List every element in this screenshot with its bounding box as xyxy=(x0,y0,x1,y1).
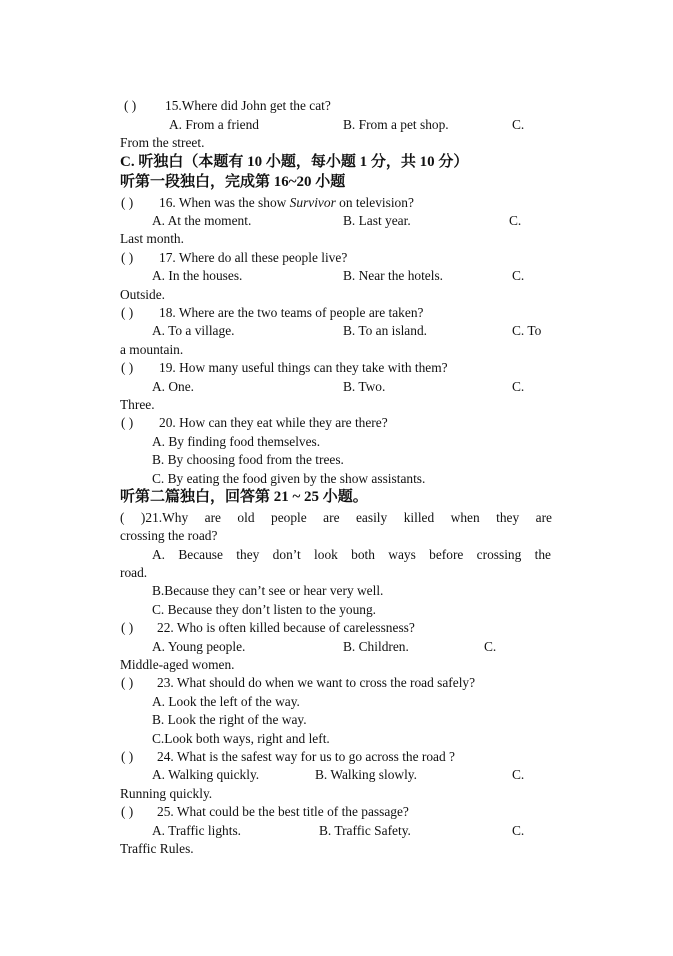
q18-option-c: C. To xyxy=(512,323,542,338)
q15-stem: 15.Where did John get the cat? xyxy=(165,98,331,113)
q23-option-c: C.Look both ways, right and left. xyxy=(152,731,330,746)
q20-stem: 20. How can they eat while they are there? xyxy=(159,415,388,430)
q16-option-c: C. xyxy=(509,213,522,228)
q18-option-c-cont: a mountain. xyxy=(120,342,184,357)
q21-option-c: C. Because they don’t listen to the young. xyxy=(152,602,377,617)
q22-option-c-cont: Middle-aged women. xyxy=(120,657,235,672)
q25-option-c-cont: Traffic Rules. xyxy=(120,841,194,856)
q20-option-c: C. By eating the food given by the show assistants. xyxy=(152,471,426,486)
q24-paren: ( ) xyxy=(121,749,134,764)
q18-option-a: A. To a village. xyxy=(152,323,235,338)
q25-option-c: C. xyxy=(512,823,525,838)
q16-option-a: A. At the moment. xyxy=(152,213,252,228)
q21-option-a-cont: road. xyxy=(120,565,148,580)
q20-option-b: B. By choosing food from the trees. xyxy=(152,452,344,467)
q22-paren: ( ) xyxy=(121,620,134,635)
q16-show-name: Survivor xyxy=(289,195,336,210)
monologue-1-heading: 听第一段独白，完成第 16~20 小题 xyxy=(120,174,346,190)
q21-option-b: B.Because they can’t see or hear very well. xyxy=(152,583,384,598)
q23-option-b: B. Look the right of the way. xyxy=(152,712,307,727)
section-c-heading: C. 听独白（本题有 10 小题，每小题 1 分，共 10 分） xyxy=(120,154,469,170)
q16-paren: ( ) xyxy=(121,195,134,210)
q19-option-b: B. Two. xyxy=(343,379,386,394)
q18-stem: 18. Where are the two teams of people are taken? xyxy=(159,305,424,320)
q21-stem-line2: crossing the road? xyxy=(120,528,218,543)
q17-option-b: B. Near the hotels. xyxy=(343,268,444,283)
q21-option-a: A. Because they don’t look both ways before crossing the xyxy=(152,547,551,562)
q15-option-c-cont: From the street. xyxy=(120,135,205,150)
q15-option-c: C. xyxy=(512,117,525,132)
q22-option-c: C. xyxy=(484,639,497,654)
q17-option-c: C. xyxy=(512,268,525,283)
q19-option-c-cont: Three. xyxy=(120,397,155,412)
q21-stem-line1: ( )21.Why are old people are easily killed when they are xyxy=(120,510,552,525)
q18-option-b: B. To an island. xyxy=(343,323,427,338)
q17-option-c-cont: Outside. xyxy=(120,287,166,302)
q19-paren: ( ) xyxy=(121,360,134,375)
q15-option-b: B. From a pet shop. xyxy=(343,117,449,132)
q15-paren: ( ) xyxy=(124,98,137,113)
q20-option-a: A. By finding food themselves. xyxy=(152,434,321,449)
q24-option-b: B. Walking slowly. xyxy=(315,767,417,782)
q25-paren: ( ) xyxy=(121,804,134,819)
q22-option-a: A. Young people. xyxy=(152,639,246,654)
q23-paren: ( ) xyxy=(121,675,134,690)
q19-option-a: A. One. xyxy=(152,379,195,394)
q24-option-c: C. xyxy=(512,767,525,782)
q16-stem: 16. When was the show Survivor on television? xyxy=(159,195,414,210)
monologue-2-heading: 听第二篇独白，回答第 21 ~ 25 小题。 xyxy=(120,489,368,505)
q23-stem: 23. What should do when we want to cross the road safely? xyxy=(157,675,476,690)
q17-stem: 17. Where do all these people live? xyxy=(159,250,348,265)
q24-stem: 24. What is the safest way for us to go across the road ? xyxy=(157,749,455,764)
q16-option-c-cont: Last month. xyxy=(120,231,184,246)
q19-option-c: C. xyxy=(512,379,525,394)
q22-stem: 22. Who is often killed because of carelessness? xyxy=(157,620,415,635)
q17-option-a: A. In the houses. xyxy=(152,268,243,283)
q25-option-b: B. Traffic Safety. xyxy=(319,823,411,838)
q22-option-b: B. Children. xyxy=(343,639,409,654)
q20-paren: ( ) xyxy=(121,415,134,430)
q24-option-c-cont: Running quickly. xyxy=(120,786,213,801)
q24-option-a: A. Walking quickly. xyxy=(152,767,260,782)
q18-paren: ( ) xyxy=(121,305,134,320)
q23-option-a: A. Look the left of the way. xyxy=(152,694,300,709)
q16-option-b: B. Last year. xyxy=(343,213,411,228)
q25-option-a: A. Traffic lights. xyxy=(152,823,242,838)
q17-paren: ( ) xyxy=(121,250,134,265)
q19-stem: 19. How many useful things can they take with them? xyxy=(159,360,448,375)
q25-stem: 25. What could be the best title of the passage? xyxy=(157,804,409,819)
q15-option-a: A. From a friend xyxy=(169,117,259,132)
